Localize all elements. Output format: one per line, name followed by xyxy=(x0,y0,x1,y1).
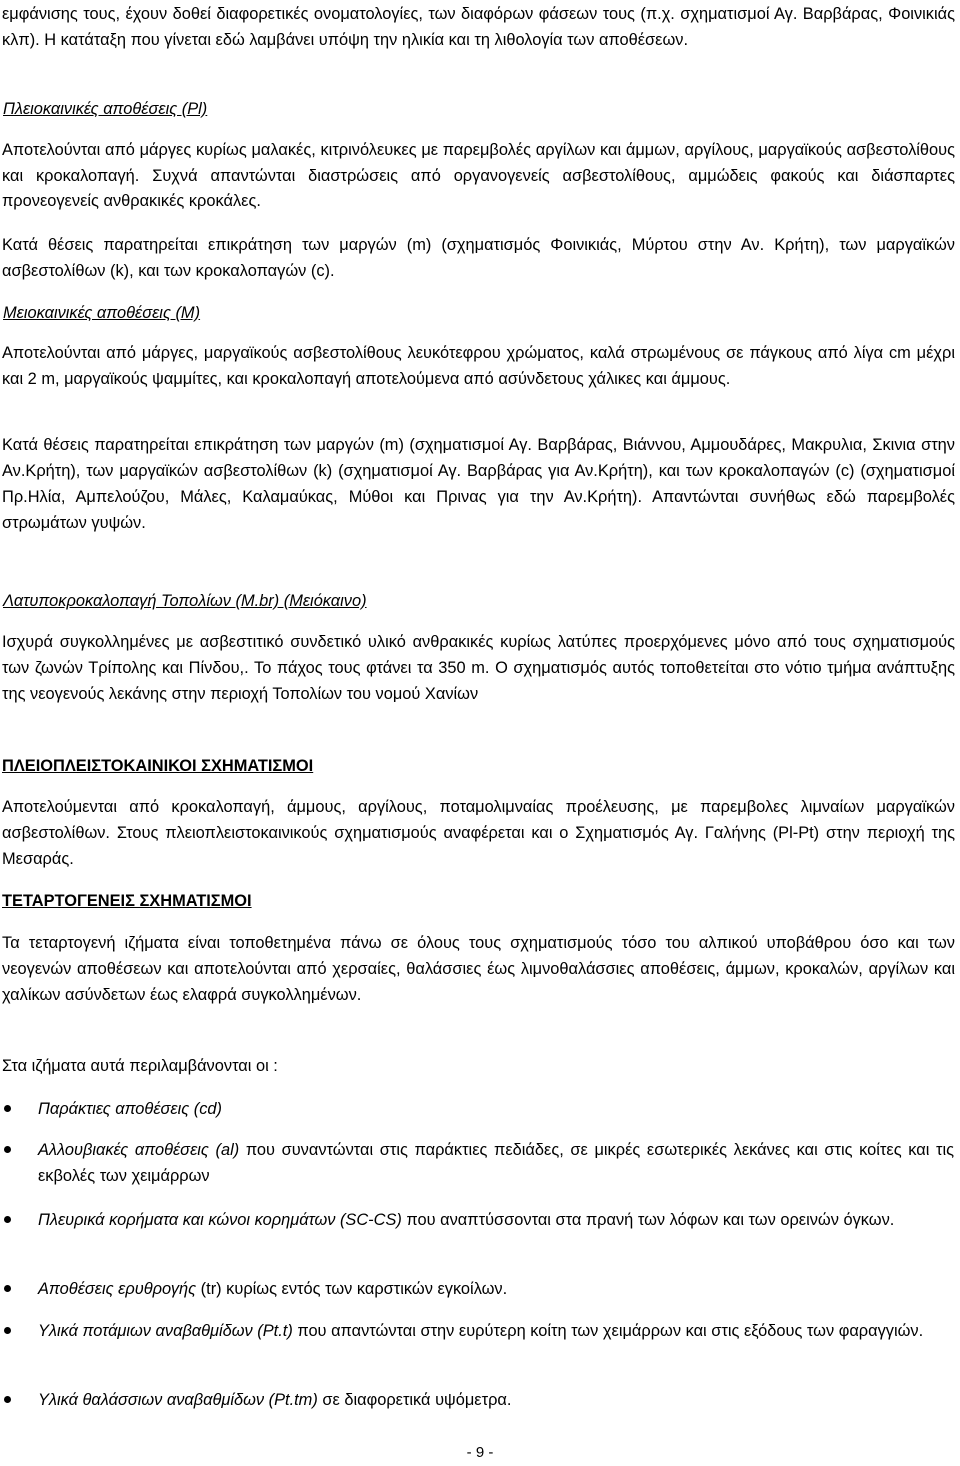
miocene-paragraph-2: Κατά θέσεις παρατηρείται επικράτηση των μαργών (m) (σχηματισμοί Αγ. Βαρβάρας, Βιάννου, Αμμουδάρες, Μακρυλια, Σκινια στην Αν.Κρήτη), των μαργαϊκών ασβεστολίθων (k) (σχηματισμοί Αγ. Βαρβάρας για Αν.Κρήτη), και των κροκαλοπαγών (c) (σχηματισμοί Πρ.Ηλία, Αμπελούζου, Μάλες, Καλαμαύκας, Μύθοι και Πρινας για την Αν.Κρήτη). Απαντώνται συνήθως εδώ παρεμβολές στρωμάτων γυψών. xyxy=(2,436,955,532)
bullet-icon xyxy=(4,1105,11,1112)
miocene-paragraph-1: Αποτελούνται από μάργες, μαργαϊκούς ασβεστολίθους λευκότεφρου χρώματος, καλά στρωμένους σε πάγκους από λίγα cm μέχρι και 2 m, μαργαϊκούς ψαμμίτες, και κροκαλοπαγή αποτελούμενα από ασύνδετους χάλικες και άμμους. xyxy=(2,344,955,388)
list-item-text: Αποθέσεις ερυθρογής (tr) κυρίως εντός των καρστικών εγκοίλων. xyxy=(38,1280,508,1298)
topolia-paragraph: Ισχυρά συγκολλημένες με ασβεστιτικό συνδετικό υλικό ανθρακικές κυρίως λατύπες προερχόμενες μόνο από τους σχηματισμούς των ζωνών Τρίπολης και Πίνδου,. Το πάχος τους φτάνει τα 350 m. Ο σχηματισμός αυτός τοποθετείται στο νότιο τμήμα ανάπτυξης της νεογενούς λεκάνης στην περιοχή Τοπολίων του νομού Χανίων xyxy=(2,633,955,703)
bullet-icon xyxy=(4,1146,11,1153)
plio-pleistocene-paragraph: Αποτελούμενται από κροκαλοπαγή, άμμους, αργίλους, ποταμολιμναίας προέλευσης, με παρεμβολες λιμναίων μαργαϊκών ασβεστολίθων. Στους πλειοπλειστοκαινικούς σχηματισμούς αναφέρεται και ο Σχηματισμός Αγ. Γαλήνης (Pl-Pt) στην περιοχή της Μεσαράς. xyxy=(2,798,955,868)
list-item-text: Αλλουβιακές αποθέσεις (al) που συναντώνται στις παράκτιες πεδιάδες, σε μικρές εσωτερικές λεκάνες και στις κοίτες και τις εκβολές των χειμάρρων xyxy=(38,1141,954,1185)
plio-pleistocene-heading: ΠΛΕΙΟΠΛΕΙΣΤΟΚΑΙΝΙΚΟΙ ΣΧΗΜΑΤΙΣΜΟΙ xyxy=(2,757,314,775)
quaternary-paragraph: Τα τεταρτογενή ιζήματα είναι τοποθετημένα πάνω σε όλους τους σχηματισμούς τόσο του αλπικού υποβάθρου όσο και των νεογενών αποθέσεων και αποτελούνται από χερσαίες, θαλάσσιες έως λιμνοθαλάσσιες αποθέσεις, άμμων, κροκαλών, αργίλων και χαλίκων ασύνδετων έως ελαφρά συγκολλημένων. xyxy=(2,934,955,1004)
intro-paragraph: εμφάνισης τους, έχουν δοθεί διαφορετικές ονοματολογίες, των διαφόρων φάσεων τους (π.χ. σχηματισμοί Αγ. Βαρβάρας, Φοινικιάς κλπ). Η κατάταξη που γίνεται εδώ λαμβάνει υπόψη την ηλικία και τη λιθολογία των αποθέσεων. xyxy=(2,5,955,49)
miocene-heading: Μειοκαινικές αποθέσεις (M) xyxy=(3,304,201,322)
quaternary-list-intro: Στα ιζήματα αυτά περιλαμβάνονται οι : xyxy=(2,1057,278,1075)
bullet-icon xyxy=(4,1327,11,1334)
bullet-icon xyxy=(4,1396,11,1403)
bullet-icon xyxy=(4,1285,11,1292)
list-item-text: Υλικά ποτάμιων αναβαθμίδων (Pt.t) που απαντώνται στην ευρύτερη κοίτη των χειμάρρων και στις εξόδους των φαραγγιών. xyxy=(38,1322,924,1340)
page-number: - 9 - xyxy=(466,1444,494,1461)
topolia-heading: Λατυποκροκαλοπαγή Τοπολίων (M.br) (Μειόκαινο) xyxy=(3,592,367,610)
pliocene-paragraph-2: Κατά θέσεις παρατηρείται επικράτηση των μαργών (m) (σχηματισμός Φοινικιάς, Μύρτου στην Αν. Κρήτη), των μαργαϊκών ασβεστολίθων (k), και των κροκαλοπαγών (c). xyxy=(2,236,955,280)
list-item-text: Πλευρικά κορήματα και κώνοι κορημάτων (SC-CS) που αναπτύσσονται στα πρανή των λόφων και των ορεινών όγκων. xyxy=(38,1211,895,1229)
list-item-text: Παράκτιες αποθέσεις (cd) xyxy=(38,1100,223,1118)
quaternary-heading: ΤΕΤΑΡΤΟΓΕΝΕΙΣ ΣΧΗΜΑΤΙΣΜΟΙ xyxy=(2,892,252,910)
pliocene-heading: Πλειοκαινικές αποθέσεις (Pl) xyxy=(3,100,208,118)
list-item-text: Υλικά θαλάσσιων αναβαθμίδων (Pt.tm) σε διαφορετικά υψόμετρα. xyxy=(38,1391,512,1409)
pliocene-paragraph-1: Αποτελούνται από μάργες κυρίως μαλακές, κιτρινόλευκες με παρεμβολές αργίλων και άμμων, αργίλους, μαργαϊκούς ασβεστολίθους και κροκαλοπαγή. Συχνά απαντώνται διαστρώσεις από οργανογενείς ασβεστολίθους, αμμώδεις φακούς και διάσπαρτες προνεογενείς ανθρακικές κροκάλες. xyxy=(2,141,955,210)
bullet-icon xyxy=(4,1216,11,1223)
